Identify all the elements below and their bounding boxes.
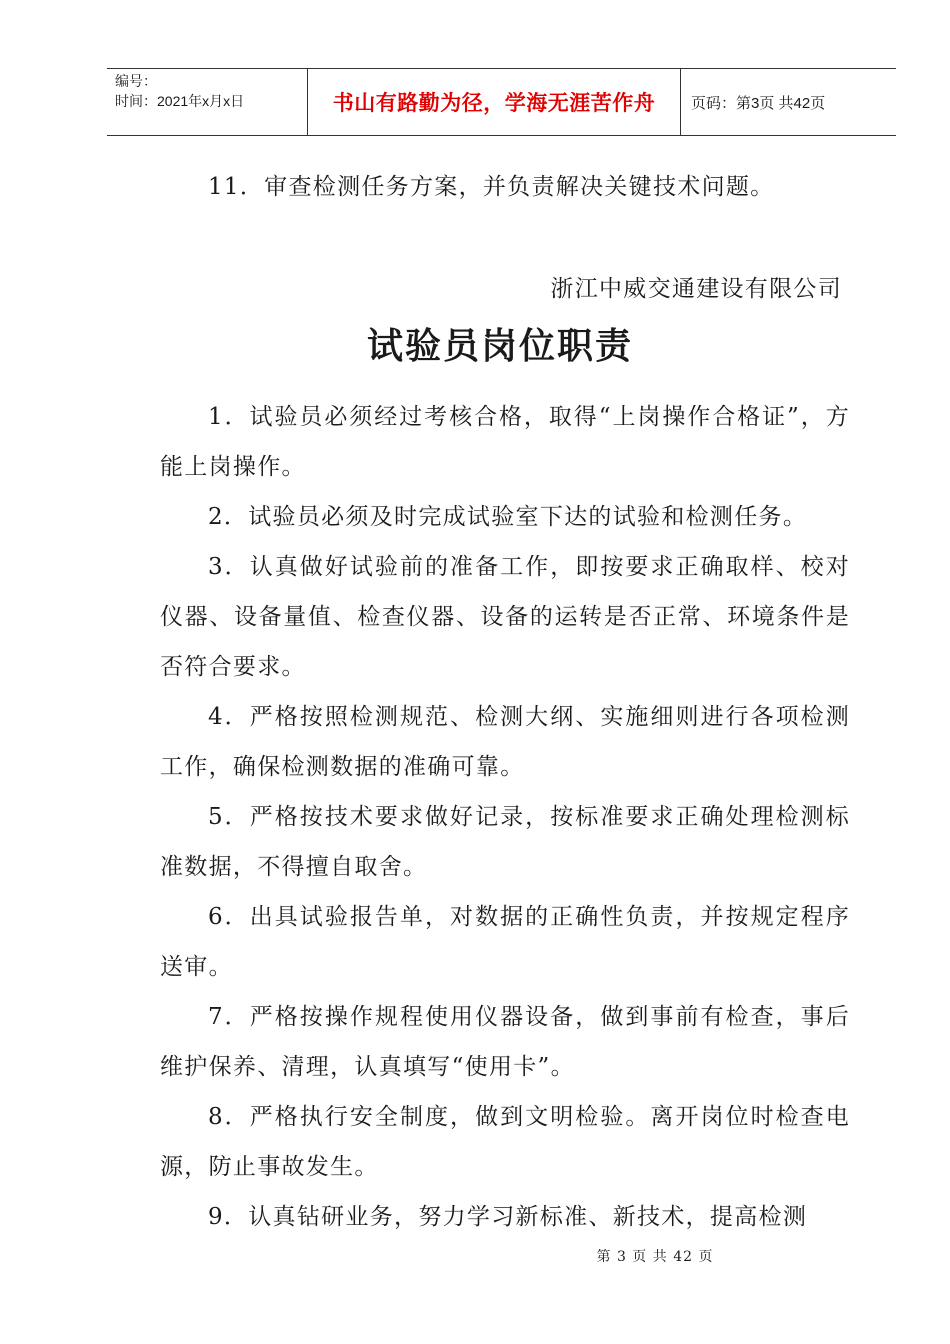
duty-item: 7．严格按操作规程使用仪器设备，做到事前有检查，事后维护保养、清理，认真填写“使用卡”。 <box>160 1004 850 1080</box>
duty-item: 9．认真钻研业务，努力学习新标准、新技术，提高检测 <box>208 1204 808 1230</box>
duties-list <box>160 392 850 1242</box>
header-motto: 书山有路勤为径，学海无涯苦作舟 <box>308 69 681 135</box>
duty-item: 8．严格执行安全制度，做到文明检验。离开岗位时检查电源，防止事故发生。 <box>160 1104 850 1180</box>
previous-item-11: 11．审查检测任务方案，并负责解决关键技术问题。 <box>208 174 775 200</box>
header-page-info: 页码：第3页 共42页 <box>691 94 826 112</box>
duty-item: 4．严格按照检测规范、检测大纲、实施细则进行各项检测工作，确保检测数据的准确可靠。 <box>160 704 850 780</box>
duty-item: 6．出具试验报告单，对数据的正确性负责，并按规定程序送审。 <box>160 904 850 980</box>
time-label: 时间：2021年x月x日 <box>115 93 245 109</box>
duty-item: 3．认真做好试验前的准备工作，即按要求正确取样、校对仪器、设备量值、检查仪器、设备的运转是否正常、环境条件是否符合要求。 <box>160 554 850 680</box>
page-header <box>107 68 896 136</box>
serial-number-label: 编号： <box>115 73 157 89</box>
document-title: 试验员岗位职责 <box>366 326 633 367</box>
company-name: 浙江中威交通建设有限公司 <box>550 276 842 302</box>
duty-item: 2．试验员必须及时完成试验室下达的试验和检测任务。 <box>208 504 808 530</box>
duty-item: 1．试验员必须经过考核合格，取得“上岗操作合格证”，方能上岗操作。 <box>160 404 850 480</box>
page-footer: 第 3 页 共 42 页 <box>596 1249 714 1265</box>
duty-item: 5．严格按技术要求做好记录，按标准要求正确处理检测标准数据，不得擅自取舍。 <box>160 804 850 880</box>
header-meta <box>107 69 308 135</box>
